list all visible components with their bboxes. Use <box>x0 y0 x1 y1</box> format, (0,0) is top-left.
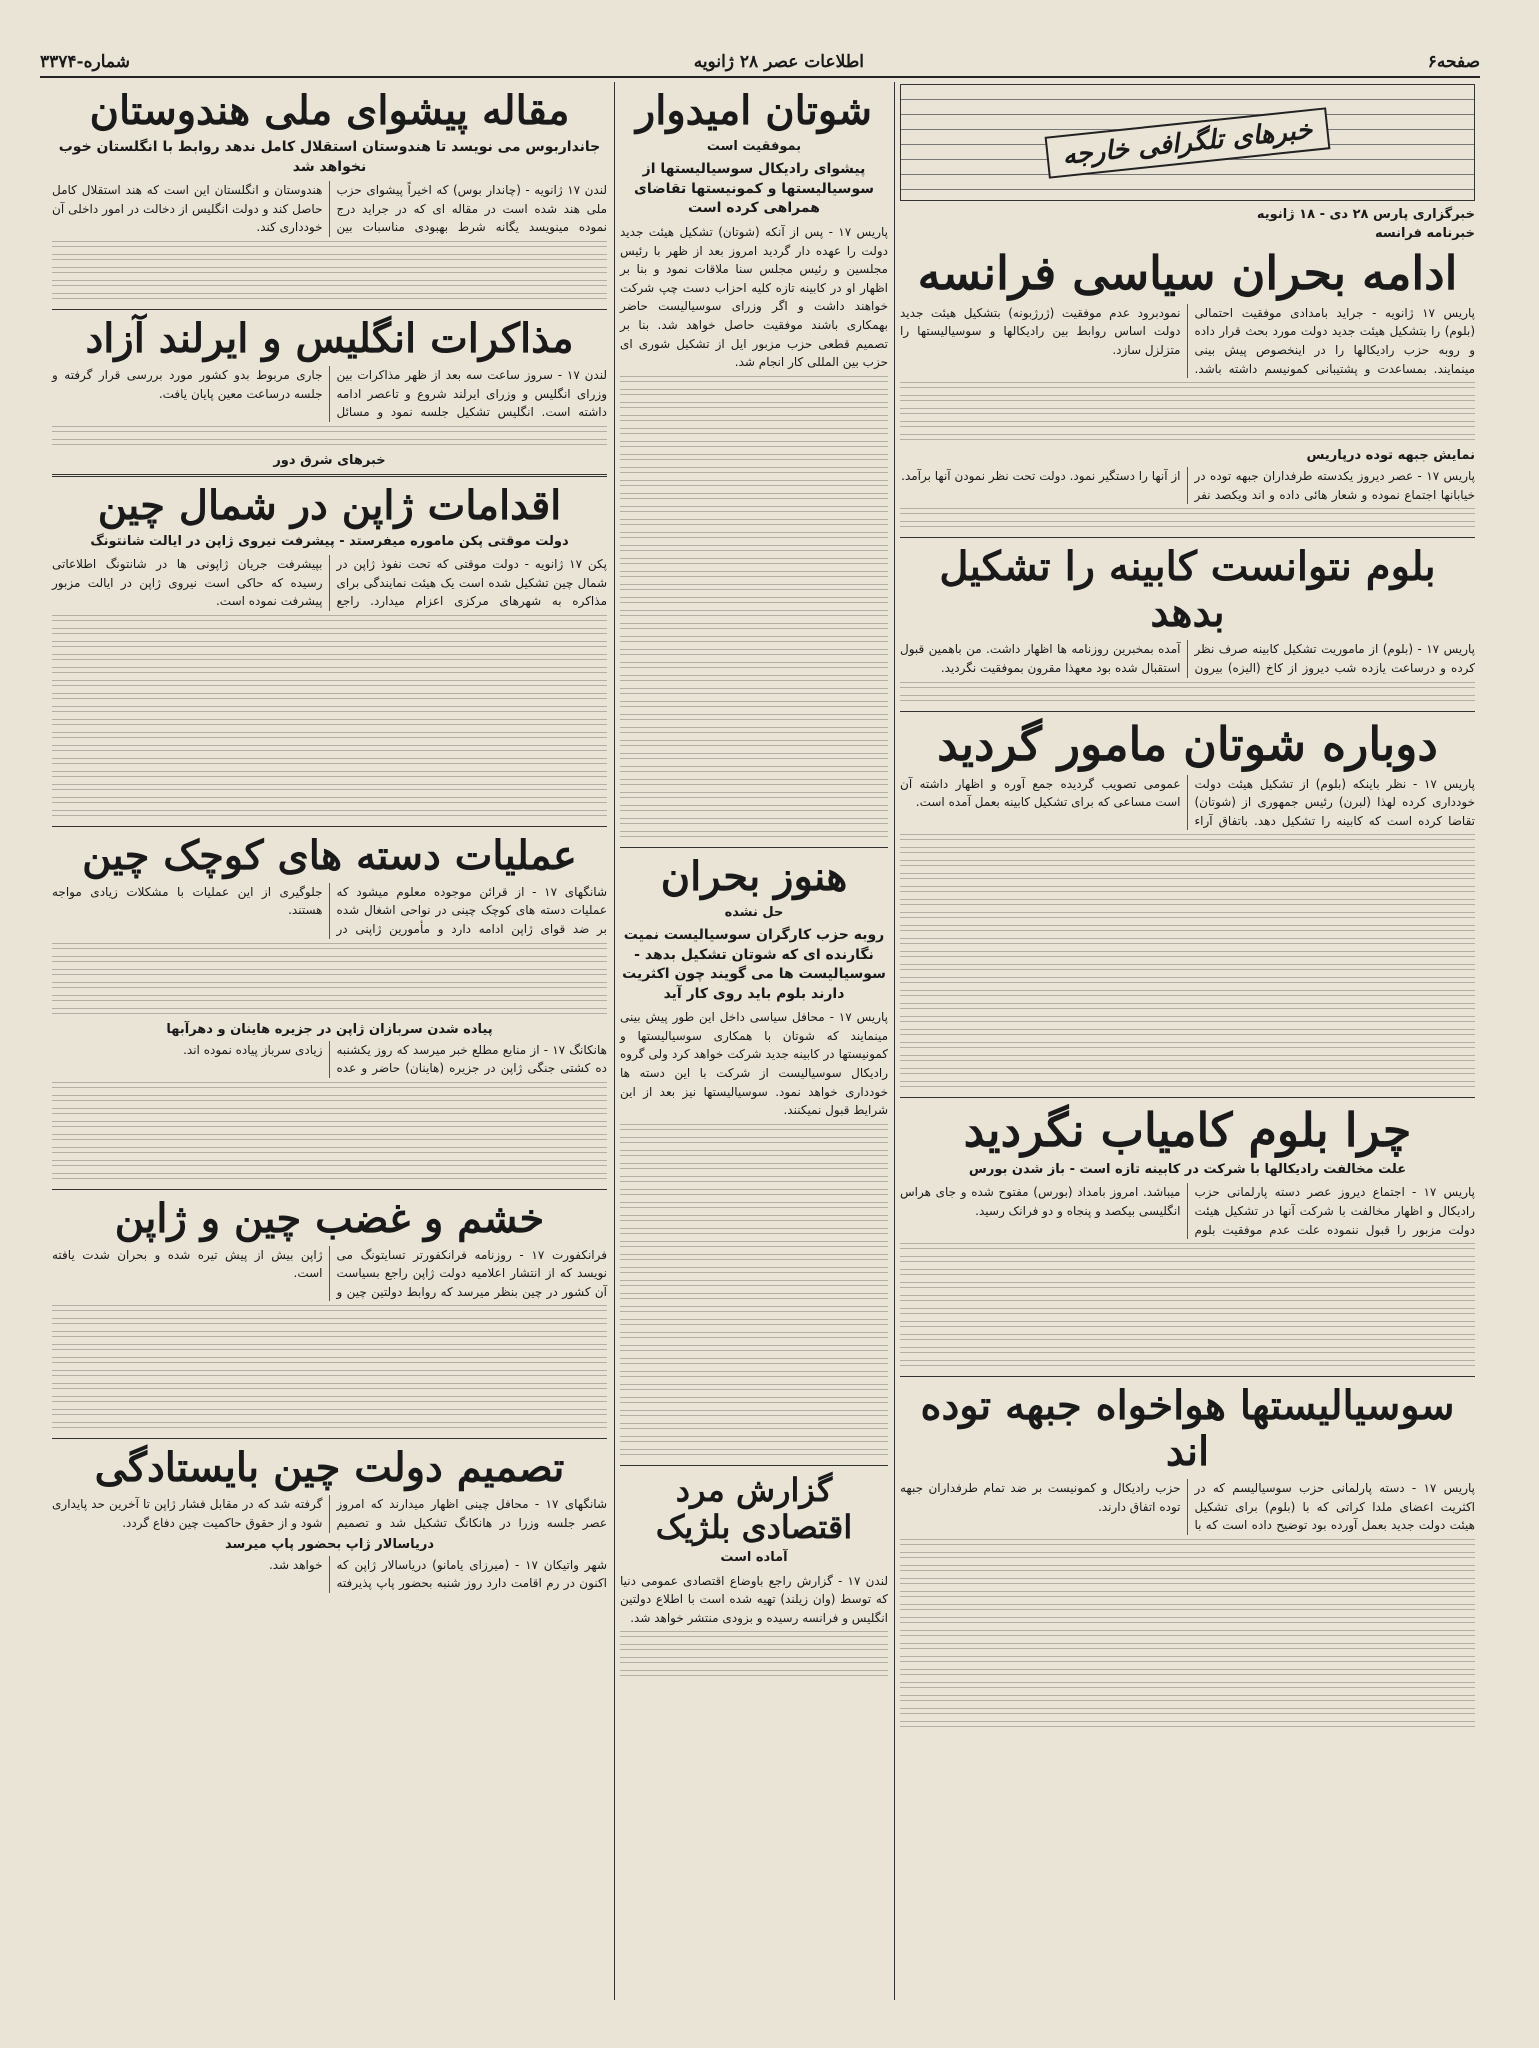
masthead-center: اطلاعات عصر ۲۸ ژانویه <box>693 52 865 72</box>
column-rule <box>894 82 895 2000</box>
article-headline: ادامه بحران سیاسی فرانسه <box>917 246 1458 300</box>
article-body: شانگهای ۱۷ - از قرائن موجوده معلوم میشود که عملیات دسته های کوچک چینی در نواحی اشغال شده بر ضد قوای ژاپن ادامه دارد و مأمورین ژاپنی در جلوگیری از این عملیات با مشکلات زیادی مواجه هستند. <box>52 884 608 936</box>
article-subhead: پیاده شدن سربازان ژاپن در جزیره هاینان و دهرآبها <box>166 1021 493 1037</box>
section-label: خبرهای شرق دور <box>273 452 386 468</box>
article-subheadline: علت مخالفت رادیکالها با شرکت در کابینه تازه است - باز شدن بورس <box>968 1162 1407 1178</box>
article-body: لندن ۱۷ - سروز ساعت سه بعد از ظهر مذاکرات بین وزرای انگلیس و وزرای ایرلند شروع و تاعصر ادامه داشته است. انگلیس تشکیل جلسه نمود و مسائل جاری مربوط بدو کشور مورد بررسی قرار گرفته و جلسه درساعت معین پایان یافت. <box>52 367 608 420</box>
article-headline: عملیات دسته های کوچک چین <box>82 831 577 879</box>
article-body: پاریس ۱۷ - اجتماع دیروز عصر دسته پارلمانی حزب رادیکال و اظهار مخالفت با شرکت آنها در تشکیل هیئت دولت مزبور را قبول ننموده علت عدم موفقیت بلوم میباشد. امروز بامداد (بورس) مفتوح شده و جای هراس انگلیسی بیکصد و پنجاه و دو فرانک رسید. <box>900 1185 1475 1237</box>
agency-dateline: خبرگزاری پارس ۲۸ دی - ۱۸ ژانویه <box>1256 207 1475 222</box>
article-body: پاریس ۱۷ - پس از آنکه (شوتان) تشکیل هیئت جدید دولت را عهده دار گردید امروز بعد از ظهر با رئیس مجلسین و رئیس مجلس سنا ملاقات نمود و بنا بر اظهار او در کابینه تازه کلیه احزاب دست چپ شرکت خواهند داشت و اگر وزرای سوسیالیست حاضر بهمکاری باشند موفقیت حاصل خواهد شد. بنا بر تصمیم قطعی حزب مزبور ایل از تشکیل شوری ای حزب بین المللی کار انجام شد. <box>620 224 888 370</box>
article-subheadline: آماده است <box>720 1550 788 1566</box>
article-headline: هنوز بحران <box>660 852 848 900</box>
article-lead: روبه حزب کارگران سوسیالیست نمیت نگارنده ای که شوتان تشکیل بدهد - سوسیالیست ها می گویند چون اکثریت دارند بلوم باید روی کار آید <box>622 926 886 1002</box>
article-body: هانکانگ ۱۷ - از منابع مطلع خبر میرسد که روز یکشنبه ده کشتی جنگی ژاپن در جزیره (هاینان) حاضر و عده زیادی سرباز پیاده نموده اند. <box>183 1042 607 1076</box>
article-headline: اقدامات ژاپن در شمال چین <box>97 481 562 529</box>
article-headline: سوسیالیستها هواخواه جبهه توده اند <box>920 1382 1455 1476</box>
page-label: صفحه۶ <box>1427 52 1480 72</box>
masthead <box>40 48 1480 78</box>
article-body: پکن ۱۷ ژانویه - دولت موقتی که تحت نفوذ ژاپن در شمال چین تشکیل شده است یک هیئت نمایندگی برای مذاکره به شهرهای مرکزی اعزام میدارد. راجع بپیشرفت جریان ژاپونی ها در شانتونگ اطلاعاتی رسیده که حاکی است نیروی ژاپن در ایالت مزبور پیشرفت نموده است. <box>52 556 607 609</box>
section-label: خبرنامه فرانسه <box>1374 226 1475 241</box>
article-subheadline: بموفقیت است <box>706 139 802 154</box>
article-headline: گزارش مرد اقتصادی بلژیک <box>655 1470 853 1546</box>
article-headline: چرا بلوم کامیاب نگردید <box>963 1103 1412 1158</box>
column-world-news <box>52 82 607 1597</box>
article-lead: پیشوای رادیکال سوسیالیستها از سوسیالیستها و کمونیستها تقاضای همراهی کرده است <box>634 161 874 217</box>
article-headline: مذاکرات انگلیس و ایرلند آزاد <box>85 314 574 362</box>
article-headline: شوتان امیدوار <box>635 87 873 134</box>
article-body: لندن ۱۷ ژانویه - (چاندار بوس) که اخیراً پیشوای حزب ملی هند شده است در مقاله ای که در جراید درج نموده مینویسد یگانه شرط بهبودی مناسبات بین هندوستان و انگلستان این است که هند استقلال کامل حاصل کند و دولت انگلیس از دخالت در امور داخلی آن خودداری کند. <box>52 183 607 235</box>
article-body: پاریس ۱۷ - نظر باینکه (بلوم) از تشکیل هیئت دولت خودداری کرده لهذا (لبرن) رئیس جمهوری از (شوتان) تقاضا کرده است که کابینه را تشکیل دهد. باتفاق آراء عمومی تصویب گردیده جمع آوره و اظهار داشته آن است مساعی که برای تشکیل کابینه بعمل آمده است. <box>900 776 1476 828</box>
article-subheadline: حل نشده <box>724 904 784 920</box>
article-body: پاریس ۱۷ - عصر دیروز یکدسته طرفداران جبهه توده در خیابانها اجتماع نموده و شعار هائی داده و اند ویکصد نفر از آنها را دستگیر نمود. دولت تحت نظر نمودن آنها برآمد. <box>901 469 1475 502</box>
article-body: شانگهای ۱۷ - محافل چینی اظهار میدارند که امروز عصر جلسه وزرا در هانکانگ تشکیل شد و تصمیم گرفته شد که در مقابل فشار ژاپن تا آخرین حد پایداری شود و از حقوق حاکمیت چین دفاع گردد. <box>52 1497 608 1531</box>
column-foreign-news <box>900 82 1475 1734</box>
section-logo <box>900 84 1475 201</box>
issue-number: شماره-۳۳۷۴ <box>40 52 130 72</box>
article-subhead: نمایش جبهه توده درپاریس <box>1306 448 1475 464</box>
article-headline: دوباره شوتان مامور گردید <box>937 716 1438 771</box>
logo-title: خبرهای تلگرافی خارجه <box>1045 107 1331 178</box>
article-body: لندن ۱۷ - گزارش راجع باوضاع اقتصادی عمومی دنیا که توسط (وان زیلند) تهیه شده است با اطلاع دولتین انگلیس و فرانسه رسیده و بزودی منتشر خواهد شد. <box>620 1573 888 1625</box>
article-headline: خشم و غضب چین و ژاپن <box>114 1194 545 1242</box>
article-subheadline: جانداربوس می نویسد تا هندوستان استقلال کامل ندهد روابط با انگلستان خوب نخواهد شد <box>58 139 601 175</box>
article-subheadline: دولت موقتی پکن ماموره میفرستد - پیشرفت نیروی ژاپن در ایالت شانتونگ <box>90 533 569 549</box>
article-headline: تصمیم دولت چین بایستادگی <box>94 1444 565 1492</box>
column-france-politics <box>620 82 888 1683</box>
article-body: شهر واتیکان ۱۷ - (میرزای یامانو) دریاسالار ژاپن که اکنون در رم اقامت دارد روز شنبه بحضور پاپ پذیرفته خواهد شد. <box>268 1557 607 1591</box>
article-body: پاریس ۱۷ - (بلوم) از ماموریت تشکیل کابینه صرف نظر کرده و درساعت یازده شب دیروز از کاخ (الیزه) بیرون آمده بمخبرین روزنامه ها اظهار داشت. من باهمین قبول استقبال شده بود معهذا مقرون بموفقیت نگردید. <box>900 642 1475 676</box>
article-subhead: دریاسالار ژاپ بحضور پاپ میرسد <box>224 1536 435 1552</box>
article-body: پاریس ۱۷ ژانویه - جراید بامدادی موفقیت احتمالی (بلوم) را بتشکیل هیئت جدید دولت مورد بحث قرار داده و روبه حزب رادیکالها را در اینخصوص پیش بینی مینمایند. بمساعدت و پشتیبانی کمونیسم داشته باشد. نمودبرود عدم موفقیت (ژرژبونه) بتشکیل هیئت جدید دولت اساس روابط بین رادیکالها و سوسیالیستها را متزلزل سازد. <box>900 305 1475 376</box>
article-body: پاریس ۱۷ - محافل سیاسی داخل این طور پیش بینی مینمایند که شوتان با همکاری سوسیالیستها و کمونیستها در کابینه جدید شرکت خواهد کرد ولی گروه رادیکال سوسیالیست از شرکت با این دسته ها خودداری خواهد نمود. سوسیالیستها نیز بعد از این شرایط قبول نمیکنند. <box>620 1010 888 1118</box>
article-body: فرانکفورت ۱۷ - روزنامه فرانکفورتر تسایتونگ می نویسد که از انتشار اعلامیه دولت ژاپن راجع بسیاست آن کشور در چین بنظر میرسد که روابط دولتین چین و ژاپن بیش از پیش تیره شده و بحران شدت یافته است. <box>52 1247 607 1299</box>
article-headline: بلوم نتوانست کابینه را تشکیل بدهد <box>939 543 1436 637</box>
column-rule <box>614 82 615 2000</box>
article-body: پاریس ۱۷ - دسته پارلمانی حزب سوسیالیسم که در اکثریت اعضای ملدا کراتی که با (بلوم) برای تشکیل هیئت دولت جدید بعمل آورده بود توضیح داده است که با حزب رادیکال و کمونیست بر ضد تمام طرفداران جبهه توده اتفاق دارند. <box>900 1481 1476 1533</box>
article-headline: مقاله پیشوای ملی هندوستان <box>89 87 570 134</box>
